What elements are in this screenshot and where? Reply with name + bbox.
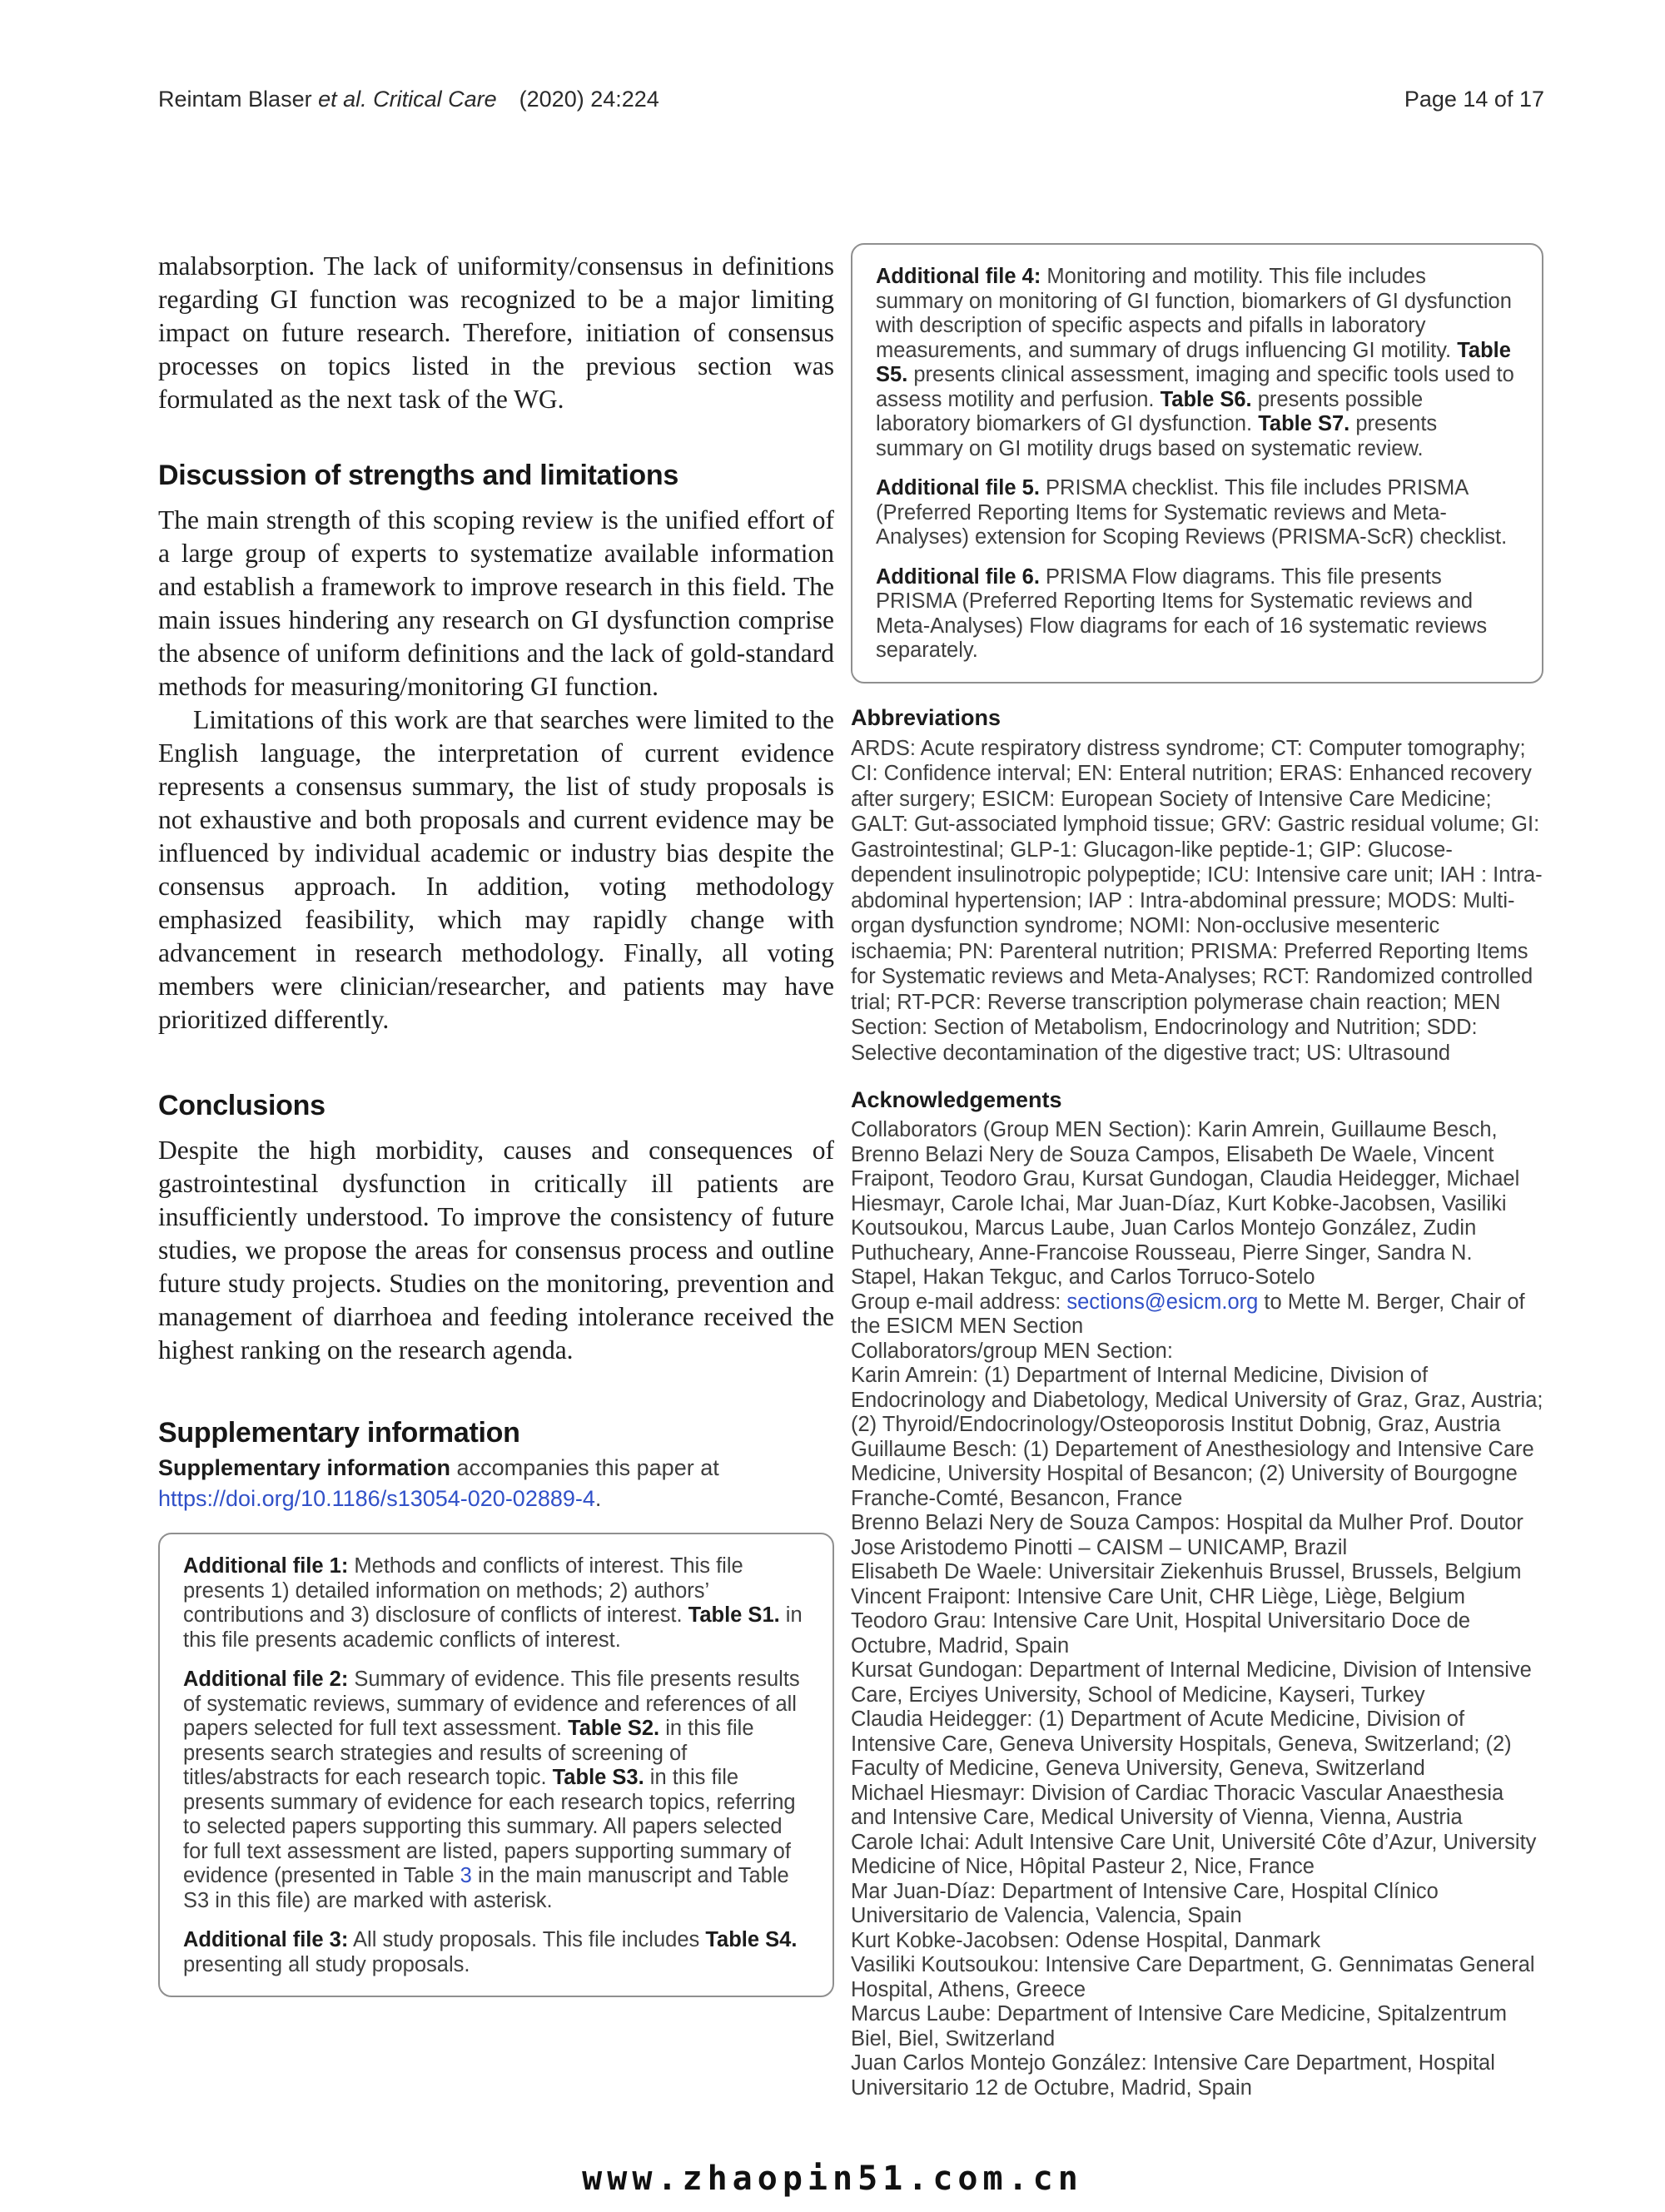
ack-entry-vincent-fraipont — [851, 1585, 1543, 1610]
text-segment: Table S7. — [1258, 412, 1350, 435]
ack-entry-teodoro-grau — [851, 1609, 1543, 1658]
ack-entry-marcus-laube — [851, 2002, 1543, 2051]
text-segment: Additional file 3: — [183, 1928, 349, 1951]
ack-collaborators-list — [851, 1118, 1543, 1290]
text-segment: Teodoro Grau: Intensive Care Unit, Hospital Universitario Doce de Octubre, Madrid, Spain — [851, 1609, 1471, 1658]
text-segment: Carole Ichai: Adult Intensive Care Unit, Université Côte d’Azur, University Medicine of Nice, Hôpital Pasteur 2, Nice, France — [851, 1830, 1537, 1878]
discussion-paragraph-2: Limitations of this work are that searches were limited to the English language, the interpretation of current evidence represents a consensus summary, the list of study proposals is not exhaustive and both proposals and current evidence may be influenced by individual academic or industry bias despite the consensus approach. In addition, voting methodology emphasized feasibility, which may rapidly change with advancement in research methodology. Finally, all voting members were clinician/researcher, and patients may have prioritized differently. — [158, 705, 834, 1034]
text-segment: Additional file 6. — [876, 564, 1040, 589]
conclusions-paragraph: Despite the high morbidity, causes and consequences of gastrointestinal dysfunction in critically ill patients are insufficiently understood. To improve the consistency of future studies, we propose the areas for consensus process and outline future study projects. Studies on the monitoring, prevention and management of diarrhoea and feeding intolerance received the highest ranking on the research agenda. — [158, 1136, 834, 1364]
citation-journal: et al. Critical Care — [318, 87, 497, 112]
header-citation — [158, 87, 659, 112]
acknowledgements-heading: Acknowledgements — [851, 1087, 1062, 1112]
ack-entry-michael-hiesmayr — [851, 1782, 1543, 1831]
text-segment: . — [594, 1486, 602, 1511]
ack-entry-karin-amrein — [851, 1364, 1543, 1438]
header-page-number: Page 14 of 17 — [1404, 87, 1544, 112]
inline-link[interactable]: https://doi.org/10.1186/s13054-020-02889-4 — [158, 1486, 595, 1511]
watermark-url: www.zhaopin51.com.cn — [582, 2160, 1083, 2198]
text-segment: Marcus Laube: Department of Intensive Care Medicine, Spitalzentrum Biel, Biel, Switzerland — [851, 2002, 1508, 2050]
additional-file-2 — [183, 1668, 809, 1913]
supplementary-heading: Supplementary information — [158, 1417, 520, 1449]
citation-authors: Reintam Blaser — [158, 87, 319, 112]
abbreviations-heading: Abbreviations — [851, 704, 1001, 730]
ack-entry-mar-juan-diaz — [851, 1880, 1543, 1929]
ack-entry-kurt-kobke-jacobsen — [851, 1929, 1543, 1954]
text-segment: Summary of evidence. This file presents results of systematic reviews, summary of evidence and references of all papers selected for full text assessment. — [183, 1668, 800, 1740]
text-segment: Vincent Fraipont: Intensive Care Unit, CHR Liège, Liège, Belgium — [851, 1584, 1465, 1608]
text-segment: presents clinical assessment, imaging and specific tools used to assess motility and perfusion. — [876, 363, 1514, 411]
ack-entry-claudia-heidegger — [851, 1707, 1543, 1782]
text-segment: Table S2. — [568, 1717, 660, 1740]
text-segment: Monitoring and motility. This file includes summary on monitoring of GI function, biomarkers of GI dysfunction with description of specific aspects and pifalls in laboratory measurements, and summary of drugs influencing GI motility. — [876, 265, 1512, 362]
additional-files-box-right — [851, 243, 1543, 683]
text-segment: All study proposals. This file includes — [348, 1928, 706, 1951]
ack-entry-juan-carlos-montejo — [851, 2051, 1543, 2100]
text-segment: Juan Carlos Montejo González: Intensive Care Department, Hospital Universitario 12 de Octubre, Madrid, Spain — [851, 2051, 1495, 2100]
text-segment: Kurt Kobke-Jacobsen: Odense Hospital, Danmark — [851, 1928, 1321, 1952]
inline-link[interactable]: 3 — [460, 1864, 472, 1887]
text-segment: Additional file 5. — [876, 476, 1040, 500]
additional-file-5 — [876, 476, 1518, 550]
text-segment: presenting all study proposals. — [183, 1952, 470, 1976]
additional-file-6 — [876, 565, 1518, 664]
text-segment: in this file presents academic conflicts of interest. — [183, 1603, 803, 1652]
text-segment: presents summary on GI motility drugs based on systematic review. — [876, 412, 1438, 460]
additional-files-box-left — [158, 1533, 834, 1997]
text-segment: Vasiliki Koutsoukou: Intensive Care Department, G. Gennimatas General Hospital, Athens, Greece — [851, 1953, 1535, 2001]
additional-file-1 — [183, 1554, 809, 1653]
text-segment: Additional file 1: — [183, 1554, 349, 1578]
inline-link[interactable]: sections@esicm.org — [1066, 1290, 1259, 1314]
ack-entry-elisabeth-de-waele — [851, 1560, 1543, 1585]
text-segment: Collaborators/group MEN Section: — [851, 1339, 1173, 1363]
text-segment: Table S3. — [552, 1766, 644, 1789]
text-segment: in this file presents summary of evidence for each research topics, referring to selected papers supporting this summary. All papers selected for full text assessment are listed, papers supporting summary of evidence (presented in Table — [183, 1766, 796, 1887]
additional-file-3 — [183, 1928, 809, 1977]
ack-entry-carole-ichai — [851, 1831, 1543, 1880]
ack-entry-brenno-campos — [851, 1511, 1543, 1560]
text-segment: Mar Juan-Díaz: Department of Intensive Care, Hospital Clínico Universitario de Valencia, Valencia, Spain — [851, 1879, 1439, 1927]
ack-entry-vasiliki-koutsoukou — [851, 1953, 1543, 2002]
text-segment: in the main manuscript and Table S3 in this file) are marked with asterisk. — [183, 1864, 789, 1912]
text-segment: Table S4. — [705, 1928, 798, 1951]
text-segment: Additional file 2: — [183, 1668, 349, 1691]
text-segment: to Mette M. Berger, Chair of the ESICM MEN Section — [851, 1290, 1525, 1338]
text-segment: Supplementary information — [158, 1455, 451, 1480]
discussion-paragraph-1: The main strength of this scoping review is the unified effort of a large group of experts to systematize available information and establish a framework to improve research in this field. The main issues hindering any research on GI dysfunction comprise the absence of uniform definitions and the lack of gold-standard methods for measuring/monitoring GI function. — [158, 505, 834, 701]
text-segment: Elisabeth De Waele: Universitair Ziekenhuis Brussel, Brussels, Belgium — [851, 1560, 1522, 1583]
text-segment: Michael Hiesmayr: Division of Cardiac Thoracic Vascular Anaesthesia and Intensive Care, Medical University of Vienna, Vienna, Austria — [851, 1781, 1504, 1829]
text-segment: PRISMA checklist. This file includes PRISMA (Preferred Reporting Items for Systematic reviews and Meta-Analyses) extension for Scoping Reviews (PRISMA-ScR) checklist. — [876, 476, 1508, 549]
right-column — [851, 243, 1543, 2100]
ack-collaborators-label — [851, 1340, 1543, 1364]
additional-file-4 — [876, 265, 1518, 461]
text-segment: Methods and conflicts of interest. This file presents 1) detailed information on methods; 2) authors’ contributions and 3) disclosure of conflicts of interest. — [183, 1554, 743, 1627]
intro-paragraph: malabsorption. The lack of uniformity/consensus in definitions regarding GI function was recognized to be a major limiting impact on future research. Therefore, initiation of consensus processes on topics listed in the previous section was formulated as the next task of the WG. — [158, 251, 834, 414]
text-segment: presents possible laboratory biomarkers of GI dysfunction. — [876, 387, 1424, 435]
acknowledgements-block — [851, 1118, 1543, 2100]
text-segment: Collaborators (Group MEN Section): Karin Amrein, Guillaume Besch, Brenno Belazi Nery de Souza Campos, Elisabeth De Waele, Vincent Fraipont, Teodoro Grau, Kursat Gundogan, Claudia Heidegger, Michael Hiesmayr, Carole Ichai, Mar Juan-Díaz, Kurt Kobke-Jacobsen, Vasiliki Koutsoukou, Marcus Laube, Juan Carlos Montejo González, Zudin Puthucheary, Anne-Francoise Rousseau, Pierre Singer, Sandra N. Stapel, Hakan Tekguc, and Carlos Torruco-Sotelo — [851, 1118, 1520, 1289]
text-segment: accompanies this paper at — [450, 1455, 719, 1480]
discussion-heading: Discussion of strengths and limitations — [158, 460, 678, 491]
text-segment: Table S1. — [688, 1603, 780, 1627]
text-segment: Group e-mail address: — [851, 1290, 1067, 1314]
text-segment: Guillaume Besch: (1) Departement of Anesthesiology and Intensive Care Medicine, University Hospital of Besancon; (2) University of Bourgogne Franche-Comté, Besancon, France — [851, 1437, 1534, 1510]
ack-entry-guillaume-besch — [851, 1438, 1543, 1512]
text-segment: in this file presents search strategies and results of screening of titles/abstracts for each research topic. — [183, 1717, 754, 1789]
supplementary-paragraph — [158, 1453, 834, 1514]
ack-group-email — [851, 1290, 1543, 1340]
page-header — [158, 87, 1544, 112]
text-segment: Brenno Belazi Nery de Souza Campos: Hospital da Mulher Prof. Doutor Jose Aristodemo Pinotti – CAISM – UNICAMP, Brazil — [851, 1511, 1523, 1559]
text-segment: Additional file 4: — [876, 265, 1041, 288]
text-segment: Table S6. — [1160, 387, 1252, 411]
left-column — [158, 243, 834, 1997]
ack-entry-kursat-gundogan — [851, 1658, 1543, 1707]
conclusions-heading: Conclusions — [158, 1090, 326, 1121]
abbreviations-text: ARDS: Acute respiratory distress syndrome; CT: Computer tomography; CI: Confidence interval; EN: Enteral nutrition; ERAS: Enhanced recovery after surgery; ESICM: European Society of Intensive Care Medicine; GALT: Gut-associated lymphoid tissue; GRV: Gastric residual volume; GI: Gastrointestinal; GLP-1: Glucagon-like peptide-1; GIP: Glucose-dependent insulinotropic polypeptide; ICU: Intensive care unit; IAH : Intra-abdominal hypertension; IAP : Intra-abdominal pressure; MODS: Multi-organ dysfunction syndrome; NOMI: Non-occlusive mesenteric ischaemia; PN: Parenteral nutrition; PRISMA: Preferred Reporting Items for Systematic reviews and Meta-Analyses; RCT: Randomized controlled trial; RT-PCR: Reverse transcription polymerase chain reaction; MEN Section: Section of Metabolism, Endocrinology and Nutrition; SDD: Selective decontamination of the digestive tract; US: Ultrasound — [851, 736, 1543, 1065]
text-segment: Karin Amrein: (1) Department of Internal Medicine, Division of Endocrinology and Diabetology, Medical University of Graz, Graz, Austria; (2) Thyroid/Endocrinology/Osteoporosis Institut Dobnig, Graz, Austria — [851, 1364, 1543, 1436]
text-segment: PRISMA Flow diagrams. This file presents PRISMA (Preferred Reporting Items for Systematic reviews and Meta-Analyses) Flow diagrams for each of 16 systematic reviews separately. — [876, 564, 1488, 662]
text-segment: Kursat Gundogan: Department of Internal Medicine, Division of Intensive Care, Erciyes University, School of Medicine, Kayseri, Turkey — [851, 1658, 1532, 1707]
text-segment: Table S5. — [876, 338, 1511, 386]
citation-issue: (2020) 24:224 — [496, 87, 659, 112]
text-segment: Claudia Heidegger: (1) Department of Acute Medicine, Division of Intensive Care, Geneva University Hospitals, Geneva, Switzerland; (2) Faculty of Medicine, Geneva University, Geneva, Switzerland — [851, 1707, 1512, 1780]
